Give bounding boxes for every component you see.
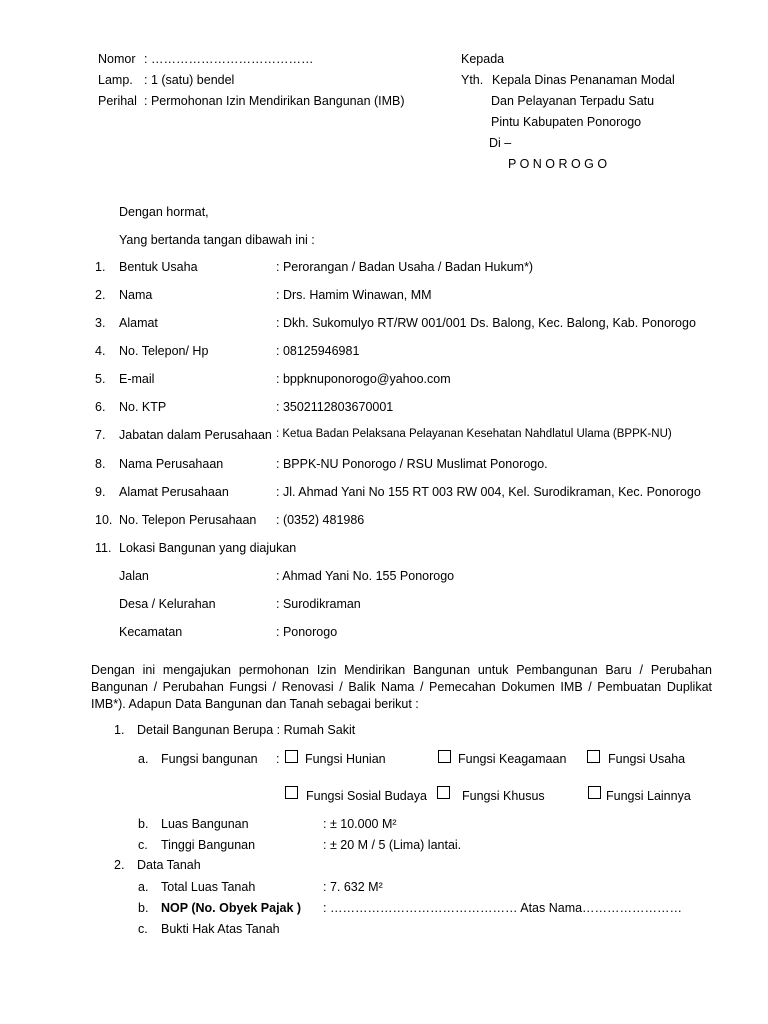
checkbox-fungsi-khusus[interactable] <box>437 786 450 799</box>
bukti-letter: c. <box>138 922 148 936</box>
nop-label: NOP (No. Obyek Pajak ) <box>161 901 302 915</box>
checkbox-fungsi-keagamaan[interactable] <box>438 750 451 763</box>
fungsi-khusus-label: Fungsi Khusus <box>462 789 545 803</box>
recipient-di: Di – <box>489 136 512 150</box>
item-value: : 08125946981 <box>276 344 360 358</box>
checkbox-fungsi-sosial-budaya[interactable] <box>285 786 298 799</box>
item-number: 2. <box>95 288 106 302</box>
tinggi-bangunan-label: Tinggi Bangunan <box>161 838 256 852</box>
fungsi-letter: a. <box>138 752 149 766</box>
item-label: Lokasi Bangunan yang diajukan <box>119 541 297 555</box>
location-value: : Ahmad Yani No. 155 Ponorogo <box>276 569 455 583</box>
nop-value: : ……………………………………… Atas Nama…………………… <box>323 901 683 915</box>
fungsi-keagamaan-label: Fungsi Keagamaan <box>458 752 567 766</box>
checkbox-fungsi-hunian[interactable] <box>285 750 298 763</box>
luas-letter: b. <box>138 817 149 831</box>
list-item <box>95 288 715 304</box>
list-item <box>95 400 715 416</box>
list-item <box>95 344 715 360</box>
location-label: Kecamatan <box>119 625 183 639</box>
item-value: : (0352) 481986 <box>276 513 365 527</box>
item-value: : Dkh. Sukomulyo RT/RW 001/001 Ds. Balong, Kec. Balong, Kab. Ponorogo <box>276 316 696 330</box>
list-item <box>95 513 715 529</box>
location-value: : Ponorogo <box>276 625 338 639</box>
lamp-label: Lamp. <box>98 73 133 87</box>
location-label: Jalan <box>119 569 149 583</box>
fungsi-sosial-budaya-label: Fungsi Sosial Budaya <box>306 789 427 803</box>
item-label: Nama Perusahaan <box>119 457 224 471</box>
luas-tanah-letter: a. <box>138 880 149 894</box>
item-number: 5. <box>95 372 106 386</box>
item-label: E-mail <box>119 372 155 386</box>
luas-tanah-label: Total Luas Tanah <box>161 880 256 894</box>
fungsi-hunian-label: Fungsi Hunian <box>305 752 386 766</box>
location-value: : Surodikraman <box>276 597 361 611</box>
item-number: 8. <box>95 457 106 471</box>
item-label: Alamat Perusahaan <box>119 485 229 499</box>
item-label: No. KTP <box>119 400 167 414</box>
list-item <box>95 541 715 557</box>
recipient-line2: Dan Pelayanan Terpadu Satu <box>491 94 655 108</box>
perihal-label: Perihal <box>98 94 137 108</box>
checkbox-fungsi-usaha[interactable] <box>587 750 600 763</box>
item-value: : 3502112803670001 <box>276 400 394 414</box>
detail-number-1: 1. <box>114 723 125 737</box>
nop-letter: b. <box>138 901 149 915</box>
list-item <box>95 457 715 473</box>
recipient-line1: Kepala Dinas Penanaman Modal <box>492 73 675 87</box>
item-number: 6. <box>95 400 106 414</box>
recipient-kepada: Kepada <box>461 52 505 66</box>
list-item <box>95 428 715 444</box>
nomor-value: : ………………………………… <box>144 52 314 66</box>
bukti-hak-label: Bukti Hak Atas Tanah <box>161 922 280 936</box>
item-number: 4. <box>95 344 106 358</box>
item-number: 10. <box>95 513 113 527</box>
item-number: 11. <box>95 541 112 555</box>
fungsi-colon: : <box>276 752 280 766</box>
item-value: : Perorangan / Badan Usaha / Badan Hukum*) <box>276 260 534 274</box>
detail-title-2: Data Tanah <box>137 858 201 872</box>
luas-bangunan-value: : ± 10.000 M² <box>323 817 397 831</box>
item-label: Nama <box>119 288 153 302</box>
item-label: No. Telepon/ Hp <box>119 344 209 358</box>
luas-bangunan-label: Luas Bangunan <box>161 817 249 831</box>
item-value: : Drs. Hamim Winawan, MM <box>276 288 432 302</box>
detail-title-1: Detail Bangunan Berupa : Rumah Sakit <box>137 723 356 737</box>
request-paragraph: Dengan ini mengajukan permohonan Izin Mendirikan Bangunan untuk Pembangunan Baru / Perubahan Bangunan / Perubahan Fungsi / Renovasi / Balik Nama / Pemecahan Dokumen IMB / Pembuatan Duplikat IMB*). Adapun Data Bangunan dan Tanah sebagai berikut : <box>91 663 712 711</box>
checkbox-fungsi-lainnya[interactable] <box>588 786 601 799</box>
list-item <box>95 260 715 276</box>
item-label: Alamat <box>119 316 158 330</box>
item-value: : Ketua Badan Pelaksana Pelayanan Kesehatan Nahdlatul Ulama (BPPK-NU) <box>276 428 672 440</box>
item-label: Jabatan dalam Perusahaan <box>119 428 272 442</box>
intro-text: Yang bertanda tangan dibawah ini : <box>119 233 315 247</box>
item-label: Bentuk Usaha <box>119 260 198 274</box>
perihal-value: : Permohonan Izin Mendirikan Bangunan (IMB) <box>144 94 405 108</box>
location-label: Desa / Kelurahan <box>119 597 216 611</box>
detail-number-2: 2. <box>114 858 125 872</box>
recipient-line3: Pintu Kabupaten Ponorogo <box>491 115 642 129</box>
tinggi-bangunan-value: : ± 20 M / 5 (Lima) lantai. <box>323 838 462 852</box>
recipient-yth: Yth. <box>461 73 484 87</box>
fungsi-lainnya-label: Fungsi Lainnya <box>606 789 691 803</box>
fungsi-label: Fungsi bangunan <box>161 752 258 766</box>
item-number: 9. <box>95 485 106 499</box>
nomor-label: Nomor <box>98 52 136 66</box>
item-number: 1. <box>95 260 106 274</box>
item-number: 7. <box>95 428 106 442</box>
lamp-value: : 1 (satu) bendel <box>144 73 235 87</box>
list-item <box>95 372 715 388</box>
item-label: No. Telepon Perusahaan <box>119 513 257 527</box>
recipient-city: P O N O R O G O <box>508 157 608 171</box>
tinggi-letter: c. <box>138 838 148 852</box>
item-value: : BPPK-NU Ponorogo / RSU Muslimat Ponorogo. <box>276 457 548 471</box>
item-value: : bppknuponorogo@yahoo.com <box>276 372 451 386</box>
list-item <box>95 485 715 501</box>
item-value: : Jl. Ahmad Yani No 155 RT 003 RW 004, Kel. Surodikraman, Kec. Ponorogo <box>276 485 701 499</box>
item-number: 3. <box>95 316 106 330</box>
luas-tanah-value: : 7. 632 M² <box>323 880 383 894</box>
greeting: Dengan hormat, <box>119 205 209 219</box>
list-item <box>95 316 715 332</box>
fungsi-usaha-label: Fungsi Usaha <box>608 752 686 766</box>
